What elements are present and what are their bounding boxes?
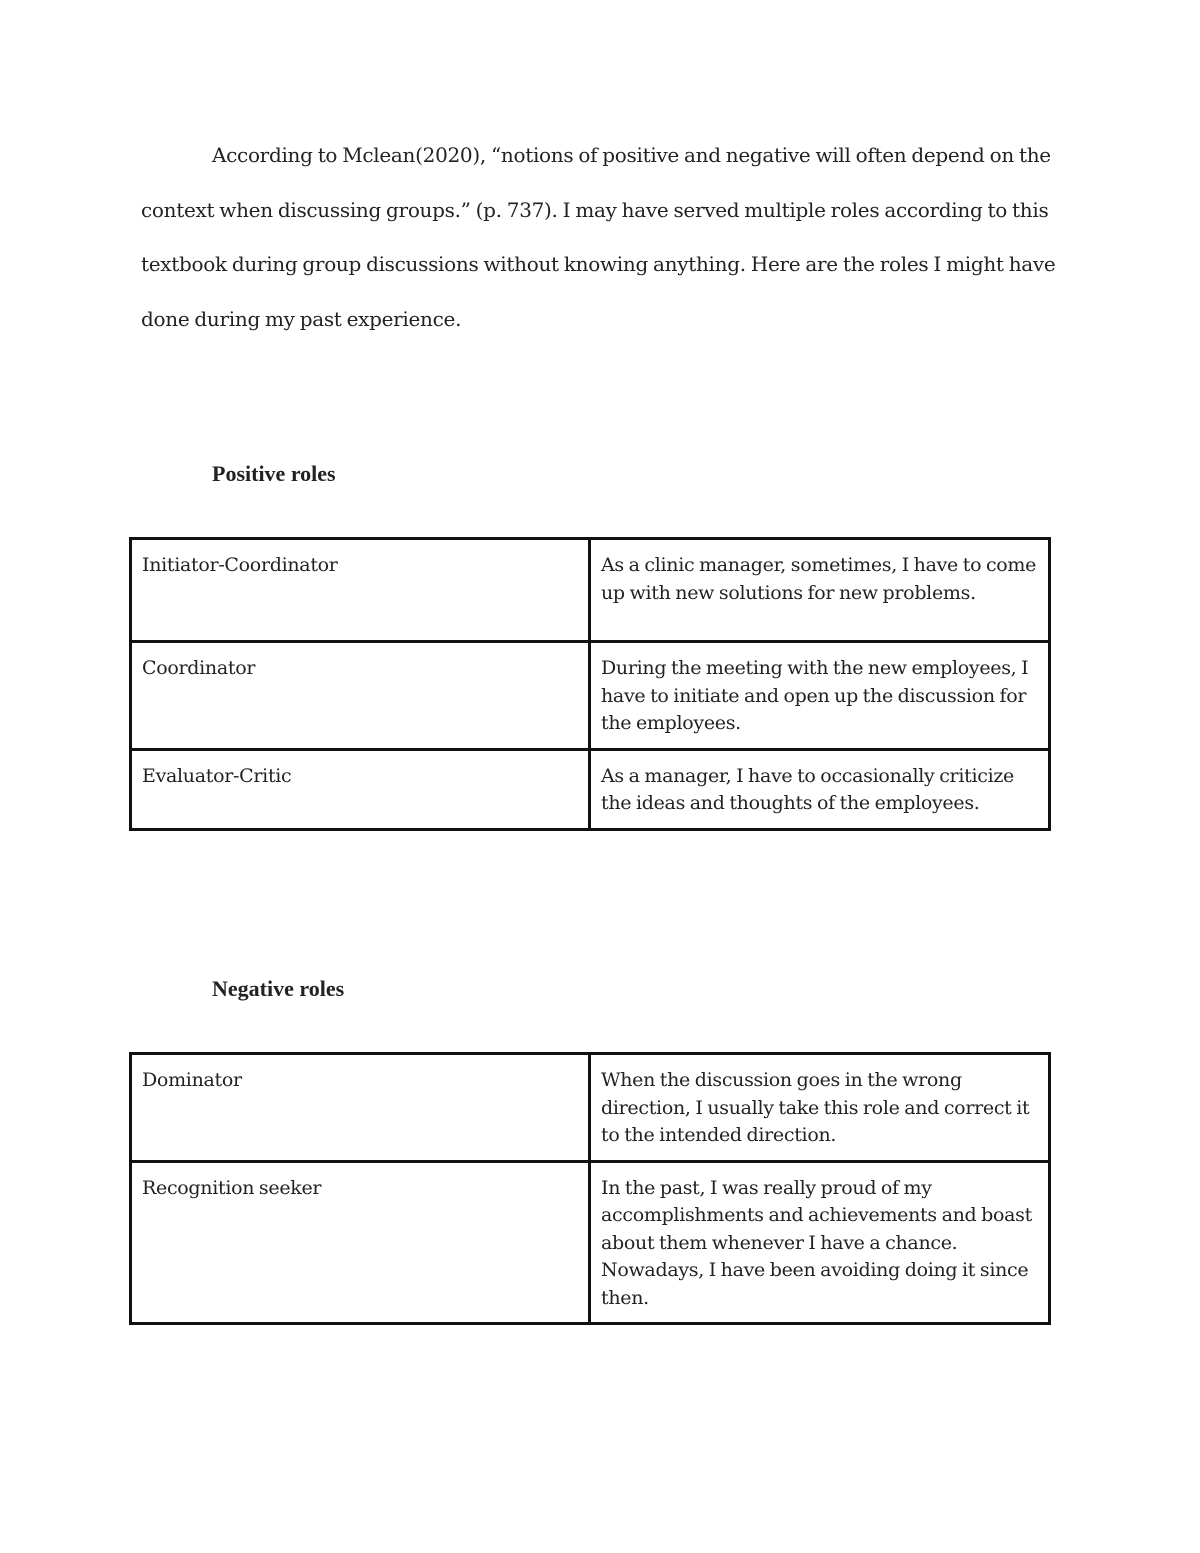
table-row bbox=[131, 539, 1050, 642]
role-name-cell: Coordinator bbox=[131, 642, 590, 750]
negative-roles-heading: Negative roles bbox=[212, 976, 345, 1001]
table-row bbox=[131, 749, 1050, 829]
intro-paragraph: According to Mclean(2020), “notions of positive and negative will often depend on the context when discussing groups.” (p. 737). I may have served multiple roles according to this textbook during group discussions without knowing anything. Here are the roles I might have done during my past experience. bbox=[141, 143, 1056, 331]
negative-roles-table bbox=[129, 1052, 1051, 1325]
table-row bbox=[131, 1161, 1050, 1324]
positive-roles-heading: Positive roles bbox=[212, 461, 336, 486]
table-row bbox=[131, 1054, 1050, 1162]
role-name-cell: Initiator-Coordinator bbox=[131, 539, 590, 642]
role-description-cell: As a manager, I have to occasionally criticize the ideas and thoughts of the employees. bbox=[590, 749, 1050, 829]
role-description-cell: When the discussion goes in the wrong direction, I usually take this role and correct it to the intended direction. bbox=[590, 1054, 1050, 1162]
role-description-cell: In the past, I was really proud of my accomplishments and achievements and boast about them whenever I have a chance. Nowadays, I have been avoiding doing it since then. bbox=[590, 1161, 1050, 1324]
role-description-cell: As a clinic manager, sometimes, I have to come up with new solutions for new problems. bbox=[590, 539, 1050, 642]
role-name-cell: Recognition seeker bbox=[131, 1161, 590, 1324]
table-row bbox=[131, 642, 1050, 750]
role-name-cell: Dominator bbox=[131, 1054, 590, 1162]
positive-roles-table bbox=[129, 537, 1051, 831]
role-name-cell: Evaluator-Critic bbox=[131, 749, 590, 829]
role-description-cell: During the meeting with the new employees, I have to initiate and open up the discussion for the employees. bbox=[590, 642, 1050, 750]
